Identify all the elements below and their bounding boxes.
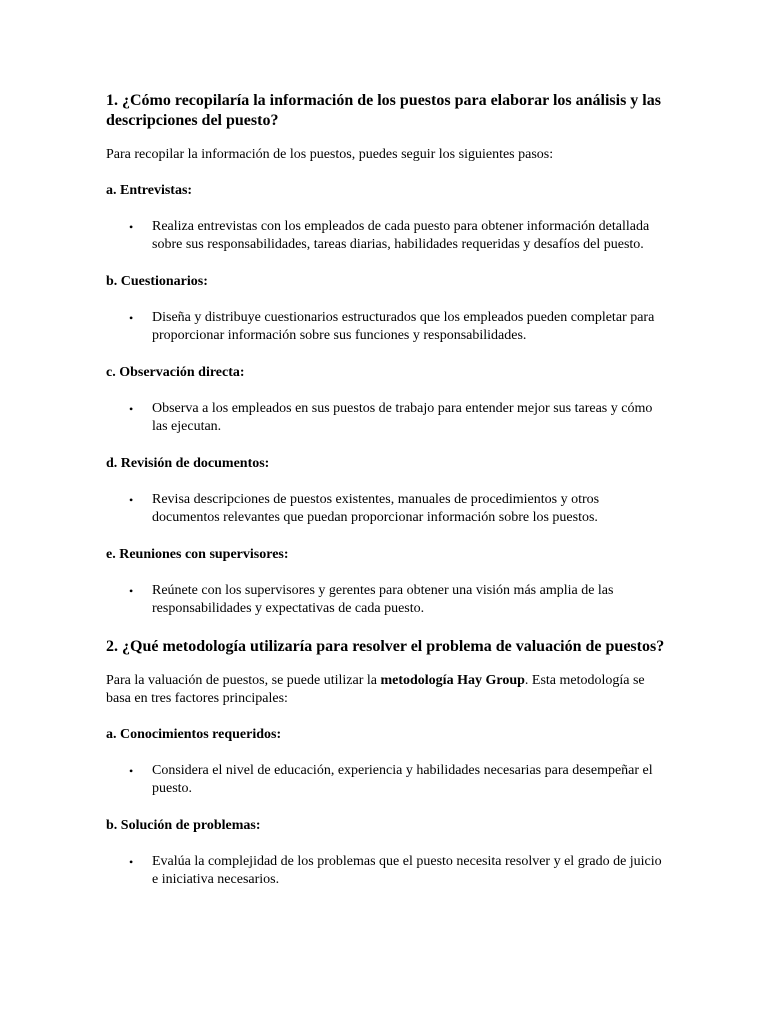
section-heading: d. Revisión de documentos: — [106, 455, 270, 471]
list-item-text: Diseña y distribuye cuestionarios estructurados que los empleados pueden completar para proporcionar información sobre sus funciones y responsabilidades. — [152, 309, 655, 343]
bullet-list — [106, 218, 666, 255]
bullet-icon: • — [129, 583, 134, 598]
bullet-list — [106, 762, 666, 799]
bullet-icon: • — [129, 763, 134, 778]
bullet-list — [106, 400, 666, 437]
methodology-name: metodología Hay Group — [380, 672, 525, 688]
question-2-title: 2. ¿Qué metodología utilizaría para resolver el problema de valuación de puestos? — [106, 637, 665, 655]
section-heading: c. Observación directa: — [106, 364, 245, 380]
list-item — [106, 582, 666, 619]
question-1-intro: Para recopilar la información de los puestos, puedes seguir los siguientes pasos: — [106, 147, 554, 162]
list-item — [106, 309, 666, 346]
intro-text-start: Para la valuación de puestos, se puede utilizar la — [106, 672, 381, 688]
section-heading: a. Conocimientos requeridos: — [106, 726, 282, 742]
section-heading: a. Entrevistas: — [106, 182, 193, 198]
list-item-text: Realiza entrevistas con los empleados de cada puesto para obtener información detallada sobre sus responsabilidades, tareas diarias, habilidades requeridas y desafíos del puesto. — [152, 218, 650, 252]
list-item — [106, 762, 666, 799]
bullet-list — [106, 853, 666, 890]
question-2-intro — [106, 672, 666, 709]
list-item-text: Considera el nivel de educación, experiencia y habilidades necesarias para desempeñar el puesto. — [152, 762, 653, 796]
question-1-title: 1. ¿Cómo recopilaría la información de los puestos para elaborar los análisis y las descripciones del puesto? — [106, 92, 661, 129]
list-item — [106, 400, 666, 437]
bullet-list — [106, 582, 666, 619]
document-page — [106, 91, 666, 908]
list-item — [106, 853, 666, 890]
section-heading: b. Solución de problemas: — [106, 817, 261, 833]
list-item — [106, 491, 666, 528]
list-item-text: Reúnete con los supervisores y gerentes para obtener una visión más amplia de las responsabilidades y expectativas de cada puesto. — [152, 582, 614, 616]
section-heading: e. Reuniones con supervisores: — [106, 546, 289, 562]
bullet-icon: • — [129, 219, 134, 234]
bullet-list — [106, 491, 666, 528]
list-item-text: Observa a los empleados en sus puestos de trabajo para entender mejor sus tareas y cómo las ejecutan. — [152, 400, 653, 434]
bullet-icon: • — [129, 310, 134, 325]
section-heading: b. Cuestionarios: — [106, 273, 208, 289]
bullet-icon: • — [129, 401, 134, 416]
bullet-list — [106, 309, 666, 346]
intro-text-end: . Esta metodología se basa en tres factores principales: — [106, 672, 645, 706]
list-item-text: Evalúa la complejidad de los problemas que el puesto necesita resolver y el grado de juicio e iniciativa necesarios. — [152, 853, 662, 887]
list-item — [106, 218, 666, 255]
bullet-icon: • — [129, 492, 134, 507]
bullet-icon: • — [129, 854, 134, 869]
list-item-text: Revisa descripciones de puestos existentes, manuales de procedimientos y otros documentos relevantes que puedan proporcionar información sobre los puestos. — [152, 491, 600, 525]
